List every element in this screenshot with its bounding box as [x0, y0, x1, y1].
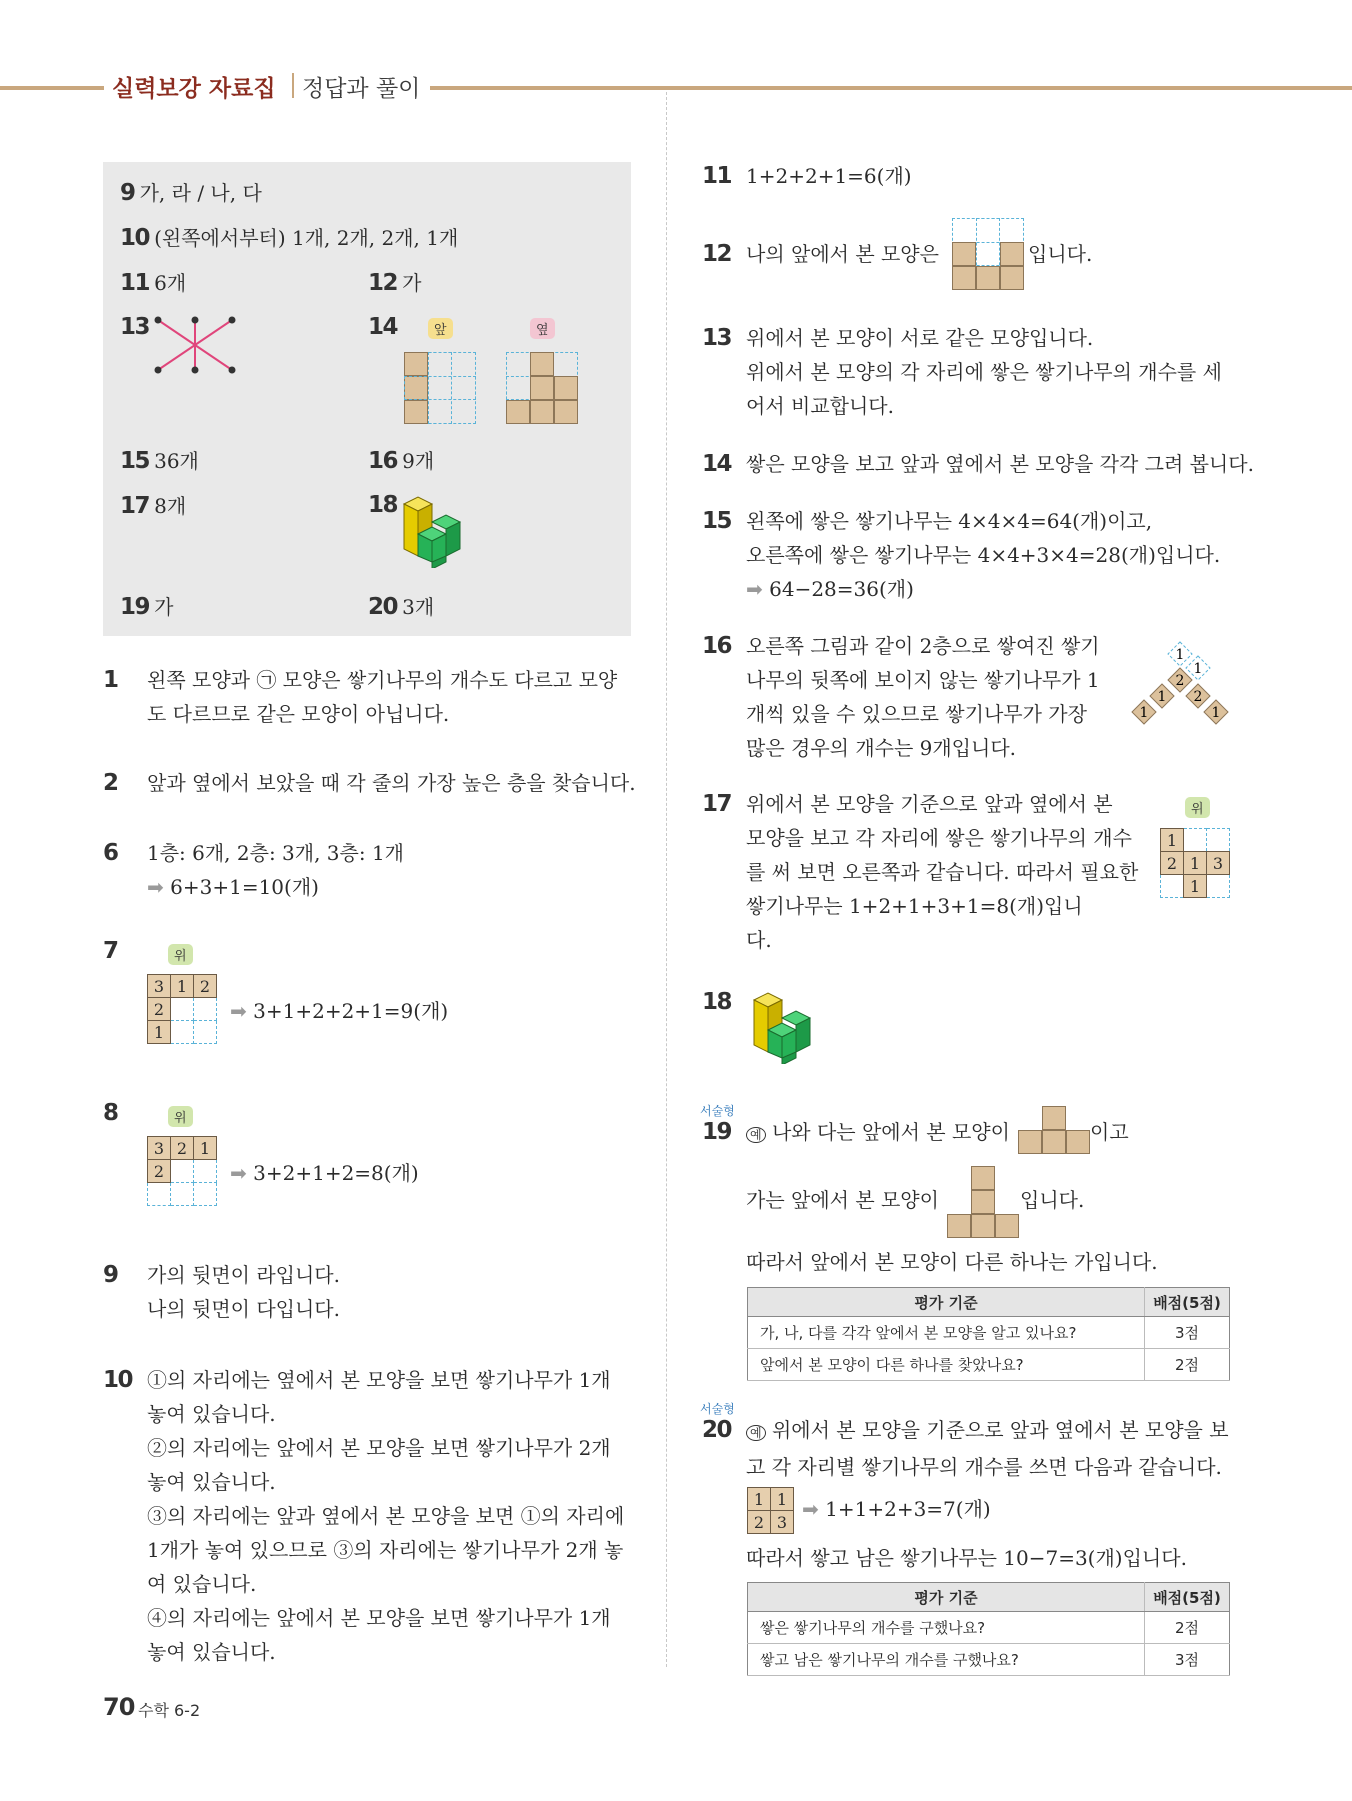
sol-6-num: 6: [103, 840, 118, 866]
sol-20-equation: ➡ 1+1+2+3=7(개): [802, 1497, 991, 1521]
svg-text:1: 1: [1211, 705, 1221, 721]
answer-20: 20 3개: [368, 594, 435, 620]
sol-15-num: 15: [702, 508, 732, 534]
header-rule-left: [0, 86, 104, 90]
sol-17-num: 17: [702, 791, 732, 817]
sol-2-num: 2: [103, 770, 118, 796]
sol-11-text: 1+2+2+1=6(개): [746, 164, 912, 188]
svg-text:2: 2: [1175, 673, 1185, 689]
header-title: 실력보강 자료집: [112, 76, 276, 102]
answer-14-num: 14: [368, 314, 398, 340]
answer-19: 19 가: [120, 594, 174, 620]
answer-12: 12 가: [368, 270, 422, 296]
svg-text:2: 2: [1193, 689, 1203, 705]
book-title: 수학 6-2: [138, 1701, 201, 1720]
sol-12-after: 입니다.: [1028, 242, 1093, 266]
essay-tag: 서술형: [700, 1402, 735, 1416]
sol-7-equation: ➡ 3+1+2+2+1=9(개): [230, 999, 449, 1023]
answer-18-cubes: [400, 494, 470, 568]
answer-11: 11 6개: [120, 270, 187, 296]
sol-12-before: 나의 앞에서 본 모양은: [746, 242, 939, 266]
answer-15: 15 36개: [120, 448, 199, 474]
sol-1-text: 왼쪽 모양과 ㉠ 모양은 쌓기나무의 개수도 다르고 모양 도 다르므로 같은 모양이 아닙니다.: [147, 668, 618, 726]
sol-20-num: 20: [702, 1417, 732, 1443]
side-label: 옆: [530, 318, 555, 339]
answer-9: 9 가, 라 / 나, 다: [120, 180, 262, 206]
svg-text:1: 1: [1139, 705, 1149, 721]
answer-13-figure: [150, 312, 240, 378]
sol-14-text: 쌓은 모양을 보고 앞과 옆에서 본 모양을 각각 그려 봅니다.: [746, 452, 1254, 476]
sol-18-num: 18: [702, 989, 732, 1015]
sol-20-eval-table: 평가 기준 배점(5점) 쌓은 쌓기나무의 개수를 구했나요? 2점 쌓고 남은 쌓기나무의 개수를 구했나요? 3점: [747, 1582, 1230, 1676]
sol-2-text: 앞과 옆에서 보았을 때 각 줄의 가장 높은 층을 찾습니다.: [147, 771, 636, 795]
sol-19-line2a: 가는 앞에서 본 모양이: [746, 1188, 939, 1212]
sol-16-diagram: [1128, 638, 1238, 738]
sol-7-num: 7: [103, 938, 118, 964]
page-number: 70: [103, 1693, 135, 1721]
sol-1-num: 1: [103, 667, 118, 693]
svg-text:1: 1: [1175, 647, 1185, 663]
sol-17-text: 위에서 본 모양을 기준으로 앞과 옆에서 본 모양을 보고 각 자리에 쌓은 쌓기나무의 개수 를 써 보면 오른쪽과 같습니다. 따라서 필요한 쌓기나무는 1+2+1+3+1=8(개)입니 다.: [746, 792, 1139, 952]
sol-16-text: 오른쪽 그림과 같이 2층으로 쌓여진 쌓기 나무의 뒷쪽에 보이지 않는 쌓기나무가 1 개씩 있을 수 있으므로 쌓기나무가 가장 많은 경우의 개수는 9개입니다.: [746, 634, 1100, 760]
sol-20-grid: 1 1 2 3: [747, 1487, 794, 1534]
sol-10-text: ①의 자리에는 옆에서 본 모양을 보면 쌓기나무가 1개 놓여 있습니다. ②의 자리에는 앞에서 본 모양을 보면 쌓기나무가 2개 놓여 있습니다. ③의 자리에는 앞과 옆에서 본 모양을 보면 ①의 자리에 1개가 놓여 있으므로 ③의 자리에는 쌓기나무가 2개 놓 여 있습니다. ④의 자리에는 앞에서 본 모양을 보면 쌓기나무가 1개 놓여 있습니다.: [147, 1368, 625, 1664]
header-subtitle: 정답과 풀이: [302, 76, 421, 102]
sol-12-num: 12: [702, 241, 732, 267]
sol-16-num: 16: [702, 633, 732, 659]
header-rule-right: [430, 86, 1352, 90]
answer-16: 16 9개: [368, 448, 435, 474]
sol-19-eval-table: 평가 기준 배점(5점) 가, 나, 다를 각각 앞에서 본 모양을 알고 있나요? 3점 앞에서 본 모양이 다른 하나를 찾았나요? 2점: [747, 1287, 1230, 1381]
header-separator: [292, 73, 294, 98]
svg-text:1: 1: [1193, 661, 1203, 677]
sol-19-line1b: 이고: [1090, 1120, 1129, 1144]
column-divider: [666, 92, 667, 1667]
sol-13-text: 위에서 본 모양이 서로 같은 모양입니다. 위에서 본 모양의 각 자리에 쌓은 쌓기나무의 개수를 세 어서 비교합니다.: [746, 326, 1222, 418]
sol-6-text: 1층: 6개, 2층: 3개, 3층: 1개 ➡ 6+3+1=10(개): [147, 841, 404, 899]
front-label: 앞: [428, 318, 453, 339]
sol-19-line3: 따라서 앞에서 본 모양이 다른 하나는 가입니다.: [746, 1250, 1158, 1274]
top-view-label: 위: [1185, 797, 1210, 818]
sol-8-grid: 3 2 1 2: [147, 1136, 217, 1206]
sol-13-num: 13: [702, 325, 732, 351]
svg-text:1: 1: [1157, 689, 1167, 705]
sol-14-num: 14: [702, 451, 732, 477]
essay-tag: 서술형: [700, 1104, 735, 1118]
sol-9-text: 가의 뒷면이 라입니다. 나의 뒷면이 다입니다.: [147, 1263, 340, 1321]
answer-10: 10 (왼쪽에서부터) 1개, 2개, 2개, 1개: [120, 225, 459, 251]
sol-15-text: 왼쪽에 쌓은 쌓기나무는 4×4×4=64(개)이고, 오른쪽에 쌓은 쌓기나무는 4×4+3×4=28(개)입니다. ➡ 64−28=36(개): [746, 509, 1221, 601]
sol-8-equation: ➡ 3+2+1+2=8(개): [230, 1161, 419, 1185]
sol-7-grid: 3 1 2 2 1: [147, 974, 217, 1044]
top-view-label: 위: [168, 1106, 193, 1127]
sol-9-num: 9: [103, 1262, 118, 1288]
answer-13-num: 13: [120, 314, 150, 340]
sol-20-text: 예 위에서 본 모양을 기준으로 앞과 옆에서 본 모양을 보 고 각 자리별 쌓기나무의 개수를 쓰면 다음과 같습니다.: [746, 1418, 1229, 1479]
top-view-label: 위: [168, 944, 193, 965]
sol-17-grid: 1 2 1 3 1: [1160, 828, 1230, 898]
answer-18-num: 18: [368, 492, 398, 518]
answer-17: 17 8개: [120, 493, 187, 519]
sol-19-line2b: 입니다.: [1020, 1188, 1085, 1212]
sol-19-line1a: 예 나와 다는 앞에서 본 모양이: [746, 1115, 1010, 1152]
sol-18-cubes: [750, 990, 820, 1064]
sol-8-num: 8: [103, 1100, 118, 1126]
sol-20-line3: 따라서 쌓고 남은 쌓기나무는 10−7=3(개)입니다.: [746, 1546, 1187, 1570]
sol-19-num: 19: [702, 1119, 732, 1145]
sol-10-num: 10: [103, 1367, 133, 1393]
sol-11-num: 11: [702, 163, 732, 189]
